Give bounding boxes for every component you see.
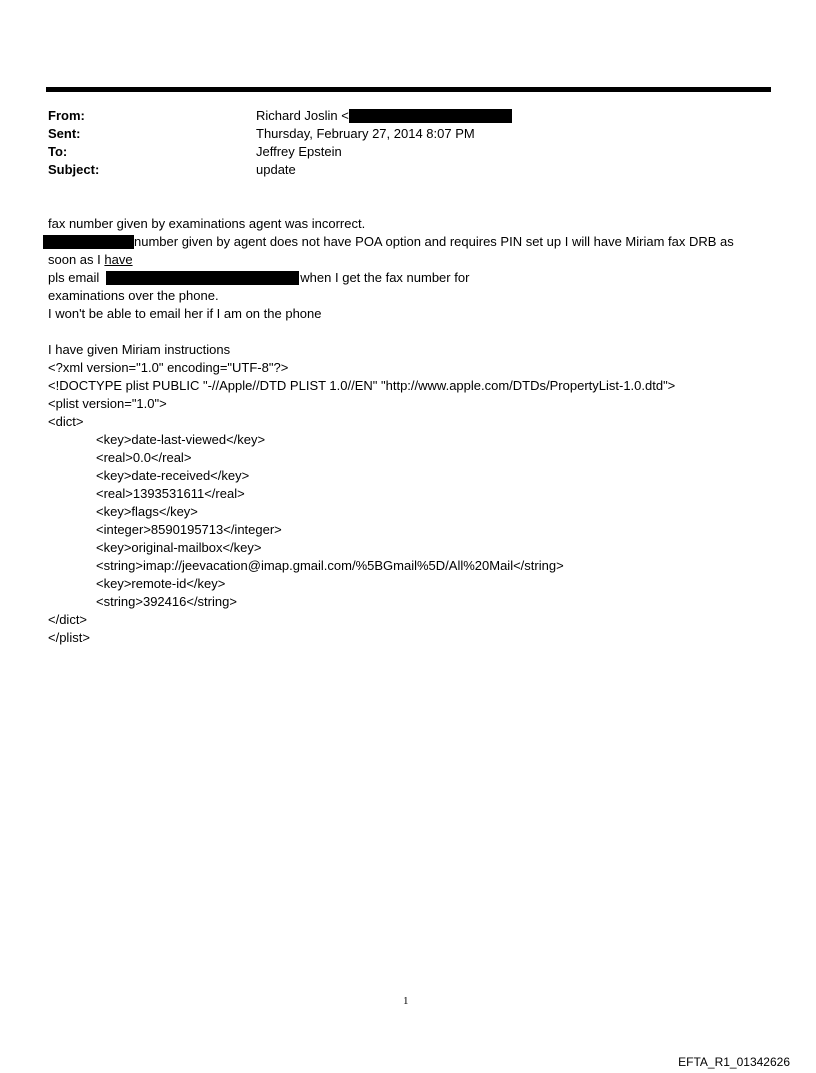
body-line [43,233,773,251]
body-text-segment: number given by agent does not have POA option and requires PIN set up I will have Miriam fax DRB as [134,234,734,249]
email-body [48,215,773,647]
body-line [48,251,773,269]
plist-line: <plist version="1.0"> [48,396,167,411]
from-label: From: [48,108,85,123]
plist-entry: <string>imap://jeevacation@imap.gmail.com/%5BGmail%5D/All%20Mail</string> [96,558,564,573]
plist-entry: <real>0.0</real> [96,450,192,465]
body-text-segment: pls email [48,270,100,285]
redaction-box [43,235,134,249]
plist-line: <!DOCTYPE plist PUBLIC "-//Apple//DTD PLIST 1.0//EN" "http://www.apple.com/DTDs/PropertyList-1.0.dtd"> [48,378,676,393]
body-line: fax number given by examinations agent was incorrect. [48,216,366,231]
from-row [48,107,768,125]
plist-entry: <key>flags</key> [96,504,198,519]
to-label: To: [48,144,68,159]
sent-value: Thursday, February 27, 2014 8:07 PM [256,126,475,141]
sent-label: Sent: [48,126,81,141]
header-rule [46,87,771,92]
page-number: 1 [403,995,409,1007]
plist-line: <dict> [48,414,84,429]
body-text-segment: have [104,252,133,267]
subject-row [48,161,768,179]
blank-line [48,323,773,341]
plist-line: <?xml version="1.0" encoding="UTF-8"?> [48,360,289,375]
email-header [48,107,768,179]
plist-entry: <key>date-last-viewed</key> [96,432,266,447]
sent-row [48,125,768,143]
body-line: I have given Miriam instructions [48,342,231,357]
subject-label: Subject: [48,162,100,177]
plist-entry: <key>original-mailbox</key> [96,540,262,555]
plist-entry: <real>1393531611</real> [96,486,245,501]
subject-value: update [256,162,296,177]
to-row [48,143,768,161]
to-value: Jeffrey Epstein [256,144,342,159]
redaction-box [349,109,512,123]
plist-entry: <key>remote-id</key> [96,576,226,591]
from-name: Richard Joslin < [256,108,349,123]
body-line [48,269,773,287]
body-line: examinations over the phone. [48,288,219,303]
plist-entry: <string>392416</string> [96,594,237,609]
plist-line: </dict> [48,612,88,627]
plist-entry: <integer>8590195713</integer> [96,522,282,537]
from-value [256,107,512,125]
plist-line: </plist> [48,630,90,645]
document-id: EFTA_R1_01342626 [678,1055,790,1069]
body-line: I won't be able to email her if I am on the phone [48,306,322,321]
redaction-box [106,271,299,285]
body-text-segment: when I get the fax number for [300,270,470,285]
body-text-segment: soon as I [48,252,105,267]
plist-entry: <key>date-received</key> [96,468,250,483]
